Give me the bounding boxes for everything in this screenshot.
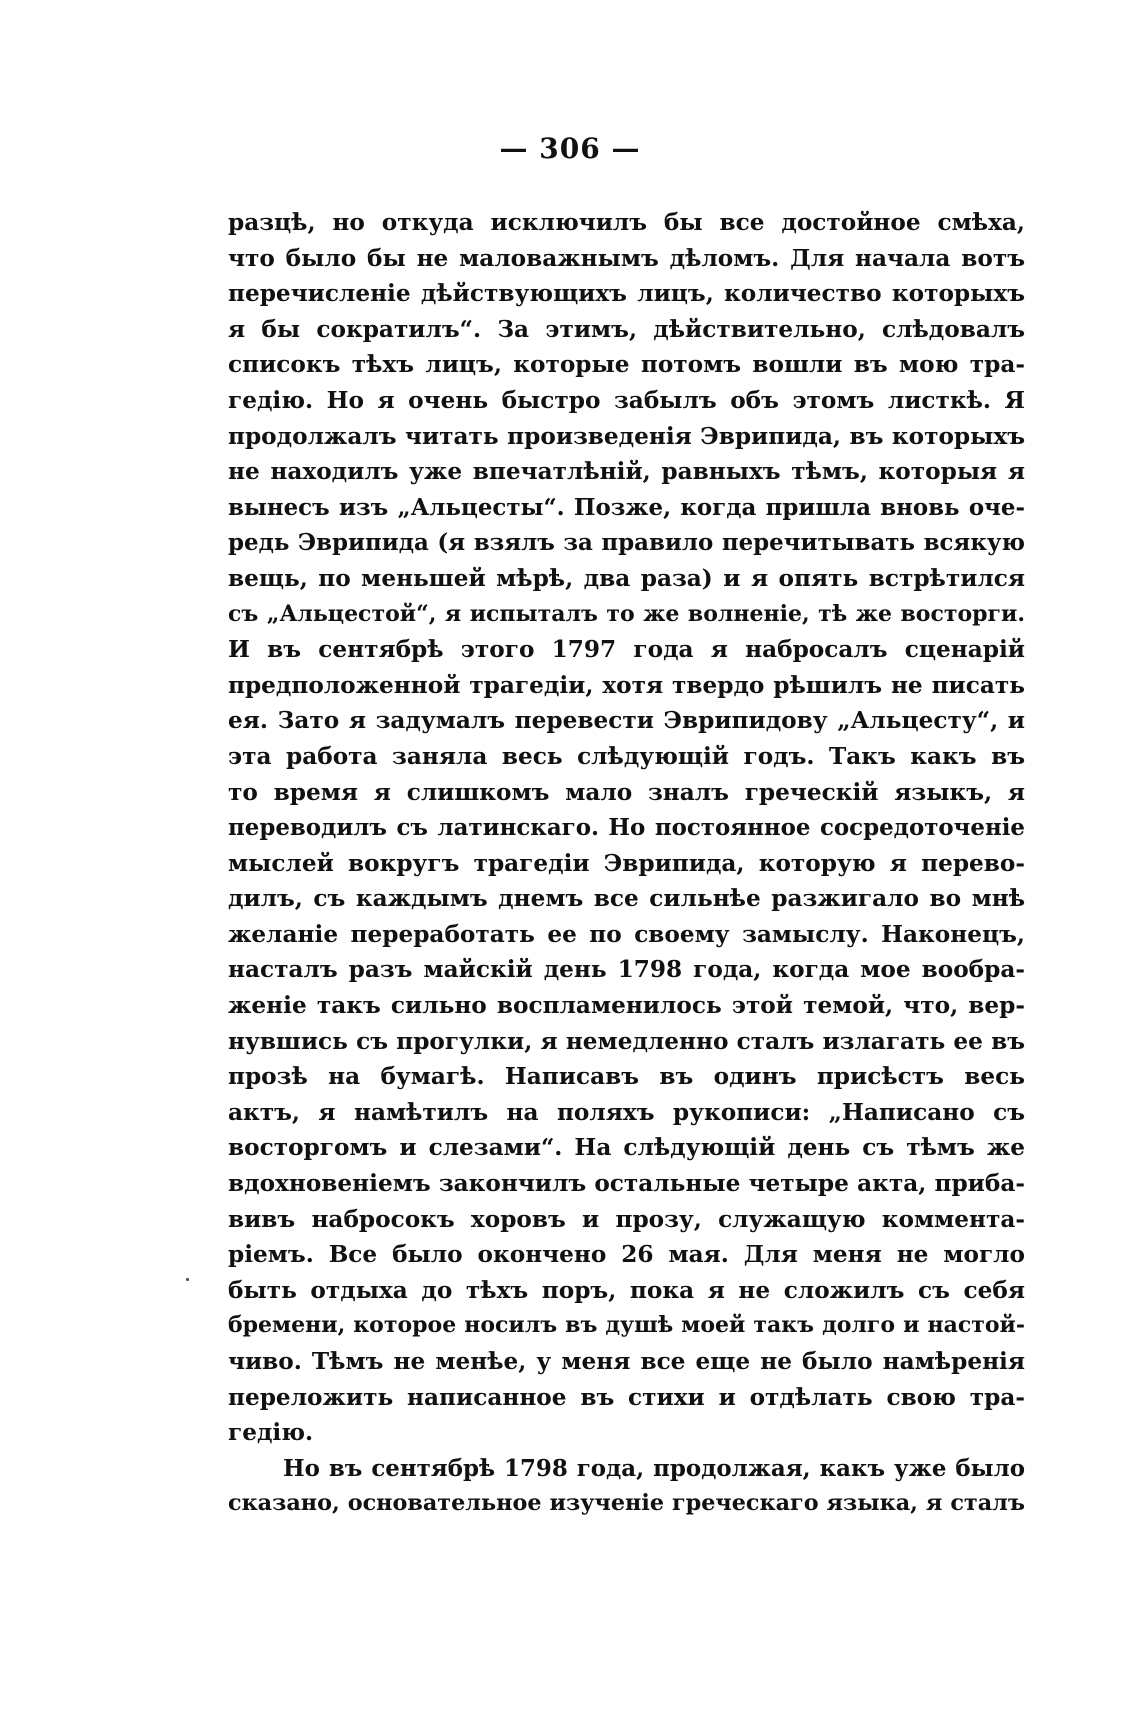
text-line: вещь, по меньшей мѣрѣ, два раза) и я опять встрѣтился <box>228 564 1025 592</box>
text-line: продолжалъ читать произведенія Эврипида, въ которыхъ <box>228 422 1025 450</box>
paragraph-start-line: Но въ сентябрѣ 1798 года, продолжая, какъ уже было <box>283 1454 1025 1482</box>
text-line: что было бы не маловажнымъ дѣломъ. Для начала вотъ <box>228 244 1025 272</box>
margin-speck <box>186 1278 189 1281</box>
text-line: быть отдыха до тѣхъ поръ, пока я не сложилъ съ себя <box>228 1276 1025 1304</box>
text-line: предположенной трагедіи, хотя твердо рѣшилъ не писать <box>228 671 1025 699</box>
text-line: вдохновеніемъ закончилъ остальные четыре акта, прибa- <box>228 1170 1025 1198</box>
text-line: редь Эврипида (я взялъ за правило перечитывать всякую <box>228 529 1025 557</box>
text-line: ея. Зато я задумалъ перевести Эврипидову „Альцесту“, и <box>228 707 1025 735</box>
text-line: бремени, которое носилъ въ душѣ моей такъ долго и настой- <box>228 1312 1025 1339</box>
text-line: вивъ набросокъ хоровъ и прозу, служащую коммента- <box>228 1205 1025 1233</box>
page-number: — 306 — <box>499 132 641 165</box>
text-line: ріемъ. Все было окончено 26 мая. Для меня не могло <box>228 1241 1025 1269</box>
text-line: сказано, основательное изученіе греческаго языка, я сталъ <box>228 1490 1025 1517</box>
text-line: женіе такъ сильно воспламенилось этой темой, что, вер- <box>228 992 1025 1020</box>
text-line: восторгомъ и слезами“. На слѣдующій день съ тѣмъ же <box>228 1134 1025 1162</box>
text-line: съ „Альцестой“, я испыталъ то же волненіе, тѣ же восторги. <box>228 600 1025 627</box>
text-line: гедію. <box>228 1419 314 1447</box>
text-line: актъ, я намѣтилъ на поляхъ рукописи: „Написано съ <box>228 1098 1025 1126</box>
text-line: то время я слишкомъ мало зналъ греческій языкъ, я <box>228 778 1025 806</box>
text-line: списокъ тѣхъ лицъ, которые потомъ вошли въ мою тра- <box>228 351 1025 379</box>
text-line: переложить написанное въ стихи и отдѣлать свою тра- <box>228 1383 1025 1411</box>
text-line: гедію. Но я очень быстро забылъ объ этомъ листкѣ. Я <box>228 386 1025 414</box>
text-line: насталъ разъ майскій день 1798 года, когда мое вообра- <box>228 956 1025 984</box>
text-line: нувшись съ прогулки, я немедленно сталъ излагать ее въ <box>228 1027 1025 1055</box>
text-line: прозѣ на бумагѣ. Написавъ въ одинъ присѣстъ весь <box>228 1063 1025 1091</box>
text-line: эта работа заняла весь слѣдующій годъ. Такъ какъ въ <box>228 742 1025 770</box>
text-line: я бы сократилъ“. За этимъ, дѣйствительно, слѣдовалъ <box>228 315 1025 343</box>
text-line: не находилъ уже впечатлѣній, равныхъ тѣмъ, которыя я <box>228 458 1025 486</box>
text-line: переводилъ съ латинскаго. Но постоянное сосредоточеніе <box>228 814 1025 842</box>
text-line: перечисленіе дѣйствующихъ лицъ, количество которыхъ <box>228 280 1025 308</box>
body-text <box>228 205 1025 1522</box>
text-line: мыслей вокругъ трагедіи Эврипида, которую я перево- <box>228 849 1025 877</box>
text-line: вынесъ изъ „Альцесты“. Позже, когда пришла вновь оче- <box>228 493 1025 521</box>
text-line: чиво. Тѣмъ не менѣе, у меня все еще не было намѣренія <box>228 1348 1025 1375</box>
text-line: И въ сентябрѣ этого 1797 года я набросалъ сценарій <box>228 636 1025 664</box>
text-line: дилъ, съ каждымъ днемъ все сильнѣе разжигало во мнѣ <box>228 885 1025 913</box>
text-line: разцѣ, но откуда исключилъ бы все достойное смѣха, <box>228 209 1025 236</box>
text-line: желаніе переработать ее по своему замыслу. Наконецъ, <box>228 920 1025 948</box>
